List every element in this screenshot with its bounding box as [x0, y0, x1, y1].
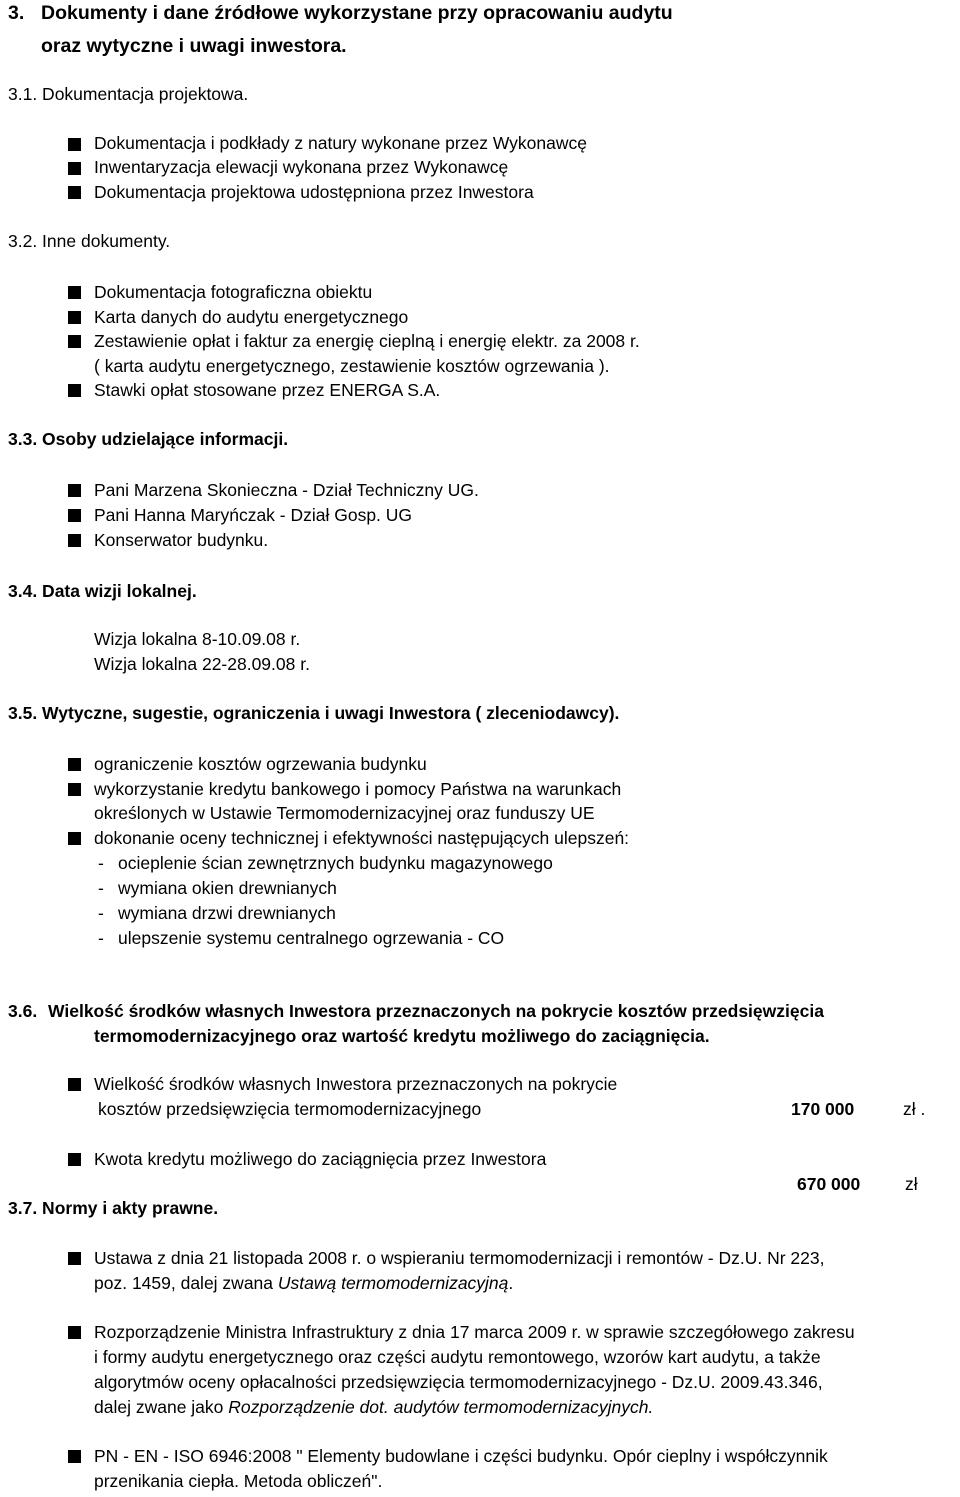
section-3-6-title-line1: Wielkość środków własnych Inwestora przeznaczonych na pokrycie kosztów przedsięwzięcia — [48, 1001, 824, 1021]
reference-line — [94, 1275, 513, 1293]
list-item: dokonanie oceny technicznej i efektywności następujących ulepszeń: — [94, 828, 630, 848]
bullet-icon — [68, 186, 81, 199]
list-item: ograniczenie kosztów ogrzewania budynku — [94, 754, 427, 774]
credit-label: Kwota kredytu możliwego do zaciągnięcia przez Inwestora — [94, 1149, 547, 1169]
bullet-icon — [68, 1252, 81, 1265]
credit-value: 670 000 — [797, 1174, 861, 1194]
list-item-continuation: określonych w Ustawie Termomodernizacyjnej oraz funduszy UE — [94, 803, 595, 823]
chapter-title-line2: oraz wytyczne i uwagi inwestora. — [41, 35, 347, 57]
list-item: Karta danych do audytu energetycznego — [94, 307, 409, 327]
dash-item: wymiana okien drewnianych — [118, 878, 337, 898]
bullet-icon — [68, 832, 81, 845]
bullet-icon — [68, 484, 81, 497]
bullet-icon — [68, 783, 81, 796]
list-item: Stawki opłat stosowane przez ENERGA S.A. — [94, 380, 441, 400]
reference-text: dalej zwane jako — [94, 1397, 229, 1417]
reference-line: przenikania ciepła. Metoda obliczeń". — [94, 1471, 383, 1491]
list-item-continuation: ( karta audytu energetycznego, zestawienie kosztów ogrzewania ). — [94, 356, 610, 376]
reference-text: poz. 1459, dalej zwana — [94, 1273, 278, 1293]
list-item: Dokumentacja i podkłady z natury wykonane przez Wykonawcę — [94, 133, 587, 153]
dash-marker: - — [98, 878, 104, 898]
section-3-6-title-line2: termomodernizacyjnego oraz wartość kredytu możliwego do zaciągnięcia. — [94, 1026, 710, 1046]
dash-item: wymiana drzwi drewnianych — [118, 903, 336, 923]
bullet-icon — [68, 509, 81, 522]
dash-item: ulepszenie systemu centralnego ogrzewania - CO — [118, 928, 505, 948]
bullet-icon — [68, 1153, 81, 1166]
bullet-icon — [68, 335, 81, 348]
dash-item: ocieplenie ścian zewnętrznych budynku magazynowego — [118, 853, 553, 873]
credit-unit: zł — [905, 1174, 918, 1194]
reference-italic: Ustawą termomodernizacyjną — [277, 1273, 509, 1293]
bullet-icon — [68, 1450, 81, 1463]
list-item: wykorzystanie kredytu bankowego i pomocy Państwa na warunkach — [94, 779, 622, 799]
visit-date: Wizja lokalna 22-28.09.08 r. — [94, 654, 310, 674]
list-item: Inwentaryzacja elewacji wykonana przez Wykonawcę — [94, 157, 509, 177]
section-3-1-title: 3.1. Dokumentacja projektowa. — [8, 84, 249, 104]
list-item: Dokumentacja projektowa udostępniona przez Inwestora — [94, 182, 534, 202]
dash-marker: - — [98, 928, 104, 948]
reference-line — [94, 1399, 653, 1417]
section-3-6-number: 3.6. — [8, 1001, 38, 1021]
section-3-5-title: 3.5. Wytyczne, sugestie, ograniczenia i uwagi Inwestora ( zleceniodawcy). — [8, 703, 620, 723]
funds-label-line1: Wielkość środków własnych Inwestora przeznaczonych na pokrycie — [94, 1074, 618, 1094]
bullet-icon — [68, 162, 81, 175]
own-funds-unit: zł . — [903, 1099, 926, 1119]
reference-text: . — [508, 1273, 514, 1293]
reference-line: i formy audytu energetycznego oraz części audytu remontowego, wzorów kart audytu, a także — [94, 1347, 821, 1367]
visit-date: Wizja lokalna 8-10.09.08 r. — [94, 629, 301, 649]
bullet-icon — [68, 534, 81, 547]
funds-label-line2: kosztów przedsięwzięcia termomodernizacyjnego — [98, 1099, 482, 1119]
chapter-number: 3. — [8, 2, 25, 24]
bullet-icon — [68, 384, 81, 397]
bullet-icon — [68, 758, 81, 771]
list-item: Pani Hanna Maryńczak - Dział Gosp. UG — [94, 505, 413, 525]
dash-marker: - — [98, 853, 104, 873]
reference-line: Ustawa z dnia 21 listopada 2008 r. o wspieraniu termomodernizacji i remontów - Dz.U. Nr 223, — [94, 1248, 825, 1268]
bullet-icon — [68, 138, 81, 151]
section-3-4-title: 3.4. Data wizji lokalnej. — [8, 581, 197, 601]
list-item: Konserwator budynku. — [94, 530, 269, 550]
chapter-title-line1: Dokumenty i dane źródłowe wykorzystane przy opracowaniu audytu — [41, 2, 673, 24]
list-item: Zestawienie opłat i faktur za energię cieplną i energię elektr. za 2008 r. — [94, 331, 640, 351]
own-funds-value: 170 000 — [791, 1099, 855, 1119]
list-item: Dokumentacja fotograficzna obiektu — [94, 282, 373, 302]
dash-marker: - — [98, 903, 104, 923]
section-3-2-title: 3.2. Inne dokumenty. — [8, 231, 171, 251]
bullet-icon — [68, 311, 81, 324]
section-3-3-title: 3.3. Osoby udzielające informacji. — [8, 429, 289, 449]
reference-line: PN - EN - ISO 6946:2008 " Elementy budowlane i części budynku. Opór cieplny i współczynnik — [94, 1446, 828, 1466]
bullet-icon — [68, 1326, 81, 1339]
bullet-icon — [68, 286, 81, 299]
section-3-7-title: 3.7. Normy i akty prawne. — [8, 1198, 219, 1218]
list-item: Pani Marzena Skonieczna - Dział Techniczny UG. — [94, 480, 479, 500]
bullet-icon — [68, 1078, 81, 1091]
reference-italic: Rozporządzenie dot. audytów termomodernizacyjnych. — [228, 1397, 654, 1417]
reference-line: Rozporządzenie Ministra Infrastruktury z dnia 17 marca 2009 r. w sprawie szczegółowego zakresu — [94, 1322, 855, 1342]
reference-line: algorytmów oceny opłacalności przedsięwzięcia termomodernizacyjnego - Dz.U. 2009.43.346, — [94, 1372, 823, 1392]
